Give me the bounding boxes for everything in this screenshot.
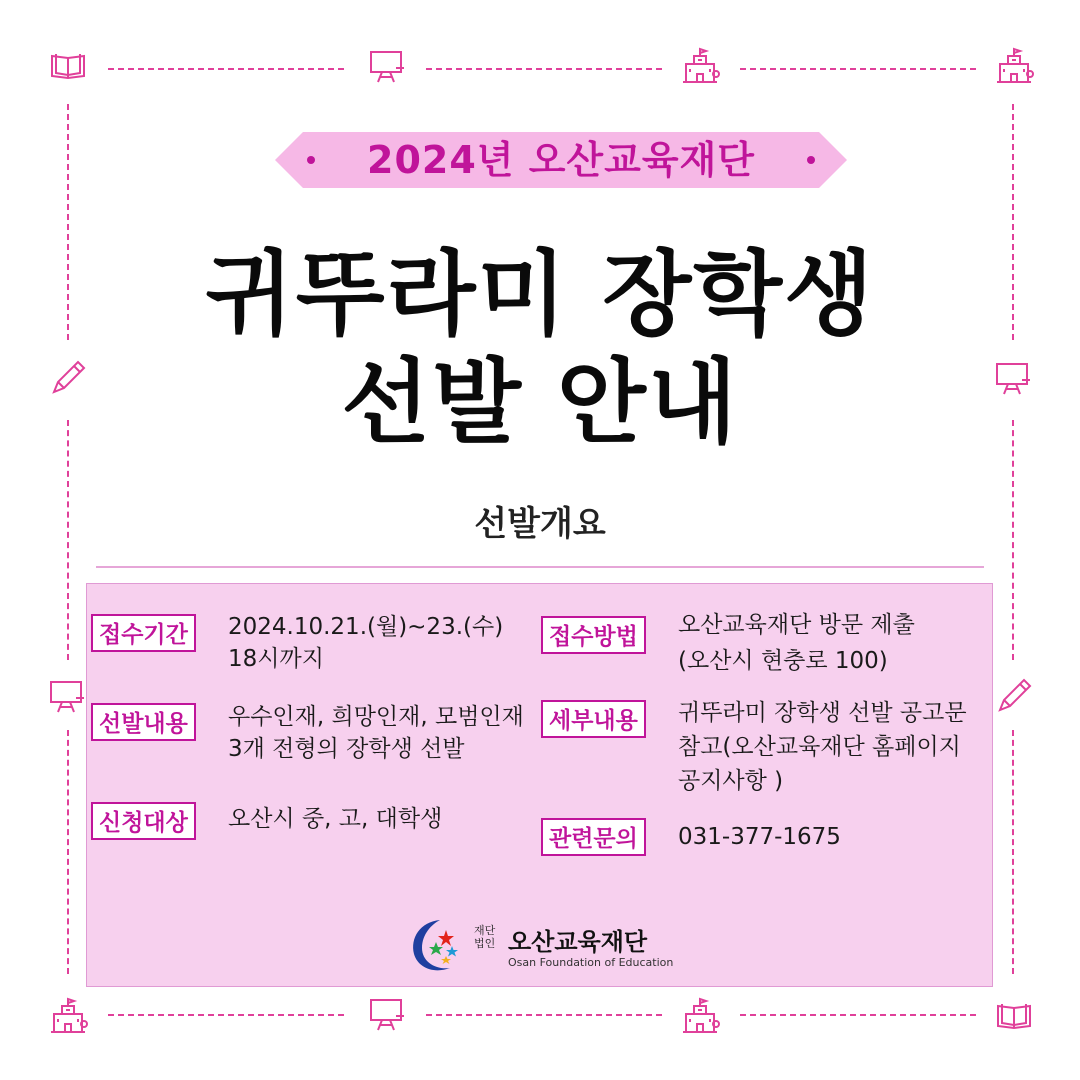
year-badge	[275, 132, 847, 188]
school-icon	[680, 996, 720, 1036]
pencil-icon	[994, 676, 1034, 716]
badge-dot-right	[807, 156, 815, 164]
selection-line-2: 3개 전형의 장학생 선발	[228, 736, 465, 762]
selection-label: 선발내용	[91, 703, 196, 741]
book-icon	[48, 46, 88, 86]
method-line-2: (오산시 현충로 100)	[678, 648, 888, 674]
frame-top-line-2	[426, 68, 662, 70]
logo-english-name: Osan Foundation of Education	[508, 956, 674, 969]
badge-text: 2024년 오산교육재단	[367, 138, 755, 182]
frame-right-line-3	[1012, 730, 1014, 974]
whiteboard-icon	[366, 46, 406, 86]
logo-corp-top: 재단	[474, 924, 496, 937]
reception-period-line-1: 2024.10.21.(월)~23.(수)	[228, 614, 504, 640]
details-label: 세부내용	[541, 700, 646, 738]
school-icon	[994, 46, 1034, 86]
details-line-3: 공지사항 )	[678, 768, 784, 794]
school-icon	[48, 996, 88, 1036]
target-label: 신청대상	[91, 802, 196, 840]
logo-corp-bottom: 법인	[474, 937, 496, 950]
frame-bottom-line-3	[740, 1014, 976, 1016]
frame-left-line-3	[67, 730, 69, 974]
page-title-line-1: 귀뚜라미 장학생	[204, 241, 876, 348]
foundation-emblem-icon	[406, 916, 468, 976]
method-line-1: 오산교육재단 방문 제출	[678, 612, 915, 638]
method-label: 접수방법	[541, 616, 646, 654]
details-line-1: 귀뚜라미 장학생 선발 공고문	[678, 700, 967, 726]
info-panel	[86, 583, 993, 987]
school-icon	[680, 46, 720, 86]
frame-top-line-1	[108, 68, 344, 70]
logo-corp-type	[474, 924, 502, 950]
whiteboard-icon	[366, 994, 406, 1034]
frame-top-line-3	[740, 68, 976, 70]
selection-line-1: 우수인재, 희망인재, 모범인재	[228, 704, 524, 730]
reception-period-label: 접수기간	[91, 614, 196, 652]
frame-bottom-line-2	[426, 1014, 662, 1016]
whiteboard-icon	[46, 676, 86, 716]
section-heading: 선발개요	[474, 504, 606, 544]
contact-label: 관련문의	[541, 818, 646, 856]
frame-bottom-line-1	[108, 1014, 344, 1016]
section-divider	[96, 566, 984, 568]
logo-name: 오산교육재단	[508, 928, 648, 956]
target-line-1: 오산시 중, 고, 대학생	[228, 806, 443, 832]
book-icon	[994, 996, 1034, 1036]
page-title-line-2: 선발 안내	[341, 349, 739, 456]
reception-period-line-2: 18시까지	[228, 646, 324, 672]
foundation-logo	[406, 916, 676, 976]
contact-phone: 031-377-1675	[678, 824, 841, 850]
details-line-2: 참고(오산교육재단 홈페이지	[678, 734, 961, 760]
